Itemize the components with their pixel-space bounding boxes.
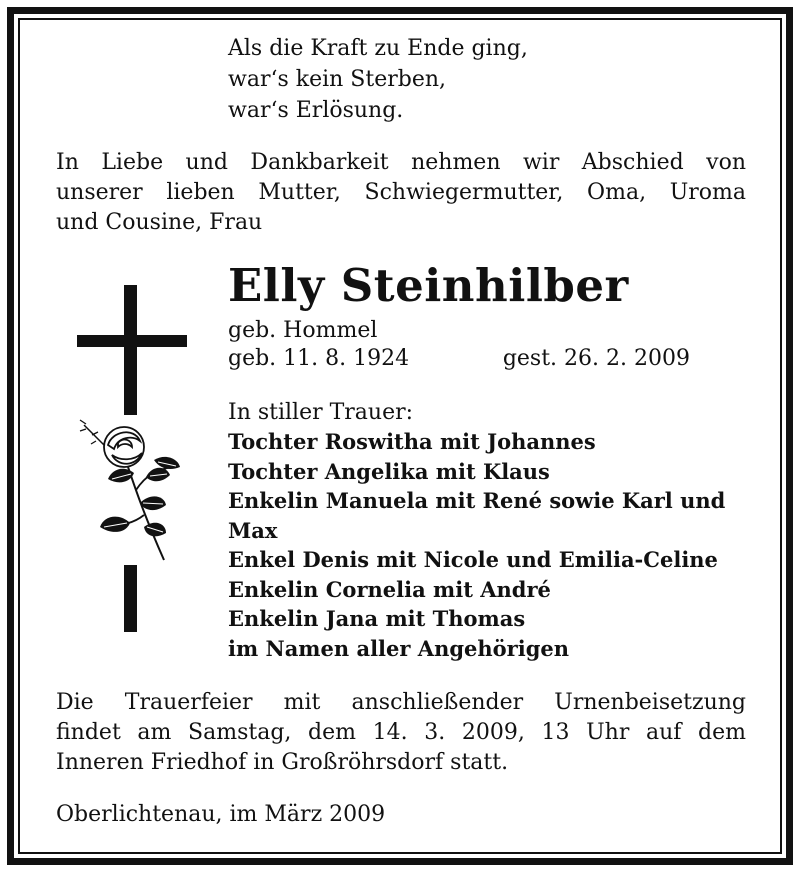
funeral-line-2: findet am Samstag, dem 14. 3. 2009, 13 Uhr auf dem: [56, 720, 746, 745]
mourner-line: Max: [228, 517, 278, 543]
mourner-line: Tochter Angelika mit Klaus: [228, 458, 550, 484]
funeral-line-1: Die Trauerfeier mit anschließender Urnenbeisetzung: [56, 690, 746, 715]
mourners-heading: In stiller Trauer:: [228, 400, 414, 425]
rose-icon: [74, 415, 189, 565]
place-and-date: Oberlichtenau, im März 2009: [56, 802, 386, 827]
intro-line-1: In Liebe und Dankbarkeit nehmen wir Abschied von: [56, 150, 746, 175]
mourner-line: im Namen aller Angehörigen: [228, 635, 570, 661]
mourner-line: Enkelin Cornelia mit André: [228, 576, 551, 602]
funeral-line-3: Inneren Friedhof in Großröhrsdorf statt.: [56, 750, 509, 775]
mourner-line: Enkel Denis mit Nicole und Emilia-Celine: [228, 547, 718, 572]
maiden-name: geb. Hommel: [228, 318, 378, 343]
cross-icon-bar: [77, 335, 187, 347]
poem-line-1: Als die Kraft zu Ende ging,: [228, 36, 528, 61]
mourner-line: Tochter Roswitha mit Johannes: [228, 429, 596, 454]
deceased-name: Elly Steinhilber: [228, 259, 629, 312]
poem-line-3: war‘s Erlösung.: [228, 98, 404, 123]
intro-paragraph: [56, 148, 746, 238]
memorial-poem: [228, 33, 528, 126]
intro-line-2: unserer lieben Mutter, Schwiegermutter, Oma, Uroma: [56, 180, 746, 205]
funeral-paragraph: [56, 688, 746, 778]
mourners-list: [228, 427, 725, 663]
death-date: gest. 26. 2. 2009: [502, 346, 690, 371]
mourner-line: Enkelin Jana mit Thomas: [228, 606, 526, 631]
birth-date: geb. 11. 8. 1924: [228, 346, 410, 371]
life-dates: [228, 344, 690, 374]
intro-line-3: und Cousine, Frau: [56, 210, 263, 235]
poem-line-2: war‘s kein Sterben,: [228, 67, 447, 92]
mourner-line: Enkelin Manuela mit René sowie Karl und: [228, 488, 726, 513]
